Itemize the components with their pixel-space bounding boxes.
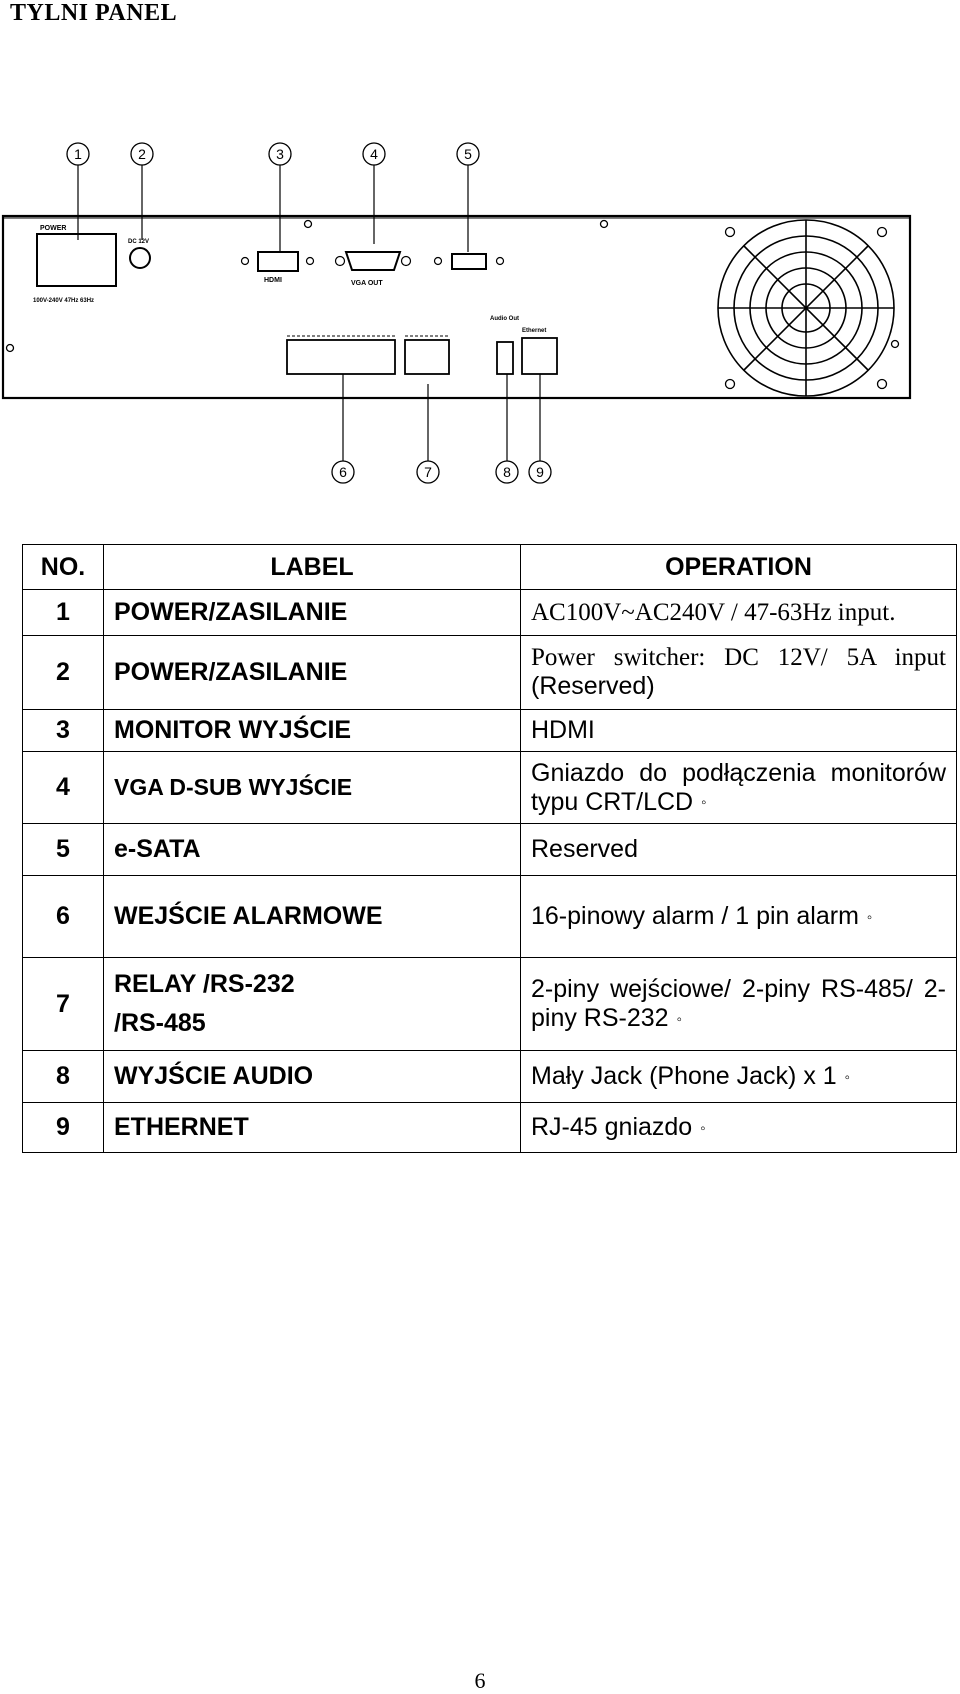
- table-row: [23, 1051, 957, 1103]
- alarm-terminal: [287, 340, 395, 374]
- row-label: WEJŚCIE ALARMOWE: [104, 876, 521, 958]
- row-label-line2: /RS-485: [114, 1009, 206, 1037]
- ethernet-label: Ethernet: [522, 328, 547, 334]
- relay-terminal: [405, 340, 449, 374]
- vga-label: VGA OUT: [351, 280, 383, 287]
- callout-7-text: 7: [424, 464, 432, 480]
- bullet-mark-icon: ◦: [701, 794, 707, 812]
- row-operation-text: Gniazdo do podłączenia monitorów typu CRT/LCD: [531, 758, 946, 816]
- table-row: [23, 958, 957, 1051]
- callout-2-text: 2: [138, 146, 146, 162]
- callout-6-text: 6: [339, 464, 347, 480]
- row-label: ETHERNET: [104, 1103, 521, 1153]
- row-operation: HDMI: [521, 710, 957, 752]
- hdmi-label: HDMI: [264, 277, 282, 284]
- row-label: e-SATA: [104, 824, 521, 876]
- fan-grille: [718, 220, 894, 396]
- row-operation-text: RJ-45 gniazdo: [531, 1113, 693, 1141]
- row-operation: [521, 958, 957, 1051]
- table-row: [23, 824, 957, 876]
- audio-port: [497, 342, 513, 374]
- table-row: [23, 590, 957, 636]
- row-label: VGA D-SUB WYJŚCIE: [104, 752, 521, 824]
- page-title: TYLNI PANEL: [10, 0, 178, 26]
- operations-table: [22, 544, 957, 1153]
- row-operation: [521, 876, 957, 958]
- row-operation: Reserved: [521, 824, 957, 876]
- row-no: 4: [23, 752, 104, 824]
- row-operation-line1: Power switcher: DC 12V/ 5A input: [531, 644, 946, 671]
- bullet-mark-icon: ◦: [700, 1119, 706, 1137]
- esata-port: [452, 254, 486, 269]
- row-no: 2: [23, 636, 104, 710]
- row-label: POWER/ZASILANIE: [104, 636, 521, 710]
- row-operation: [521, 752, 957, 824]
- callout-4-text: 4: [370, 146, 378, 162]
- row-label: MONITOR WYJŚCIE: [104, 710, 521, 752]
- bullet-mark-icon: ◦: [844, 1068, 850, 1086]
- table-row: [23, 636, 957, 710]
- dc-jack: [130, 248, 150, 268]
- audio-label: Audio Out: [490, 316, 519, 322]
- row-no: 5: [23, 824, 104, 876]
- row-operation-text: 16-pinowy alarm / 1 pin alarm: [531, 902, 859, 930]
- table-row: [23, 1103, 957, 1153]
- row-no: 3: [23, 710, 104, 752]
- row-no: 1: [23, 590, 104, 636]
- row-no: 7: [23, 958, 104, 1051]
- bullet-mark-icon: ◦: [676, 1010, 682, 1028]
- callout-1-text: 1: [74, 146, 82, 162]
- row-label: [104, 958, 521, 1051]
- row-label-line1: RELAY /RS-232: [114, 970, 295, 998]
- ethernet-port: [522, 338, 557, 374]
- table-row: [23, 752, 957, 824]
- table-row: [23, 710, 957, 752]
- hdmi-port: [258, 252, 298, 271]
- row-operation: AC100V~AC240V / 47-63Hz input.: [521, 590, 957, 636]
- vga-port: [346, 252, 400, 270]
- row-operation: [521, 1103, 957, 1153]
- page-number: 6: [474, 1668, 486, 1693]
- callout-5-text: 5: [464, 146, 472, 162]
- table-header-row: [23, 545, 957, 590]
- bullet-mark-icon: ◦: [866, 908, 873, 926]
- rear-panel-diagram: [0, 130, 960, 500]
- row-operation: [521, 636, 957, 710]
- dc-label: DC 12V: [128, 239, 150, 245]
- callout-9-text: 9: [536, 464, 544, 480]
- callout-8-text: 8: [503, 464, 511, 480]
- header-no: NO.: [23, 545, 104, 590]
- header-operation: OPERATION: [521, 545, 957, 590]
- row-no: 8: [23, 1051, 104, 1103]
- row-no: 9: [23, 1103, 104, 1153]
- table-row: [23, 876, 957, 958]
- row-operation-text: Mały Jack (Phone Jack) x 1: [531, 1062, 837, 1090]
- row-label: POWER/ZASILANIE: [104, 590, 521, 636]
- power-label: POWER: [40, 225, 67, 232]
- callout-3-text: 3: [276, 146, 284, 162]
- row-no: 6: [23, 876, 104, 958]
- power-socket: [37, 234, 116, 286]
- header-label: LABEL: [104, 545, 521, 590]
- row-label: WYJŚCIE AUDIO: [104, 1051, 521, 1103]
- row-operation-text: 2-piny wejściowe/ 2-piny RS-485/ 2-piny RS-232: [531, 975, 946, 1032]
- row-operation-line2: (Reserved): [531, 672, 655, 700]
- row-operation: [521, 1051, 957, 1103]
- voltage-label: 100V-240V 47Hz 63Hz: [33, 298, 95, 304]
